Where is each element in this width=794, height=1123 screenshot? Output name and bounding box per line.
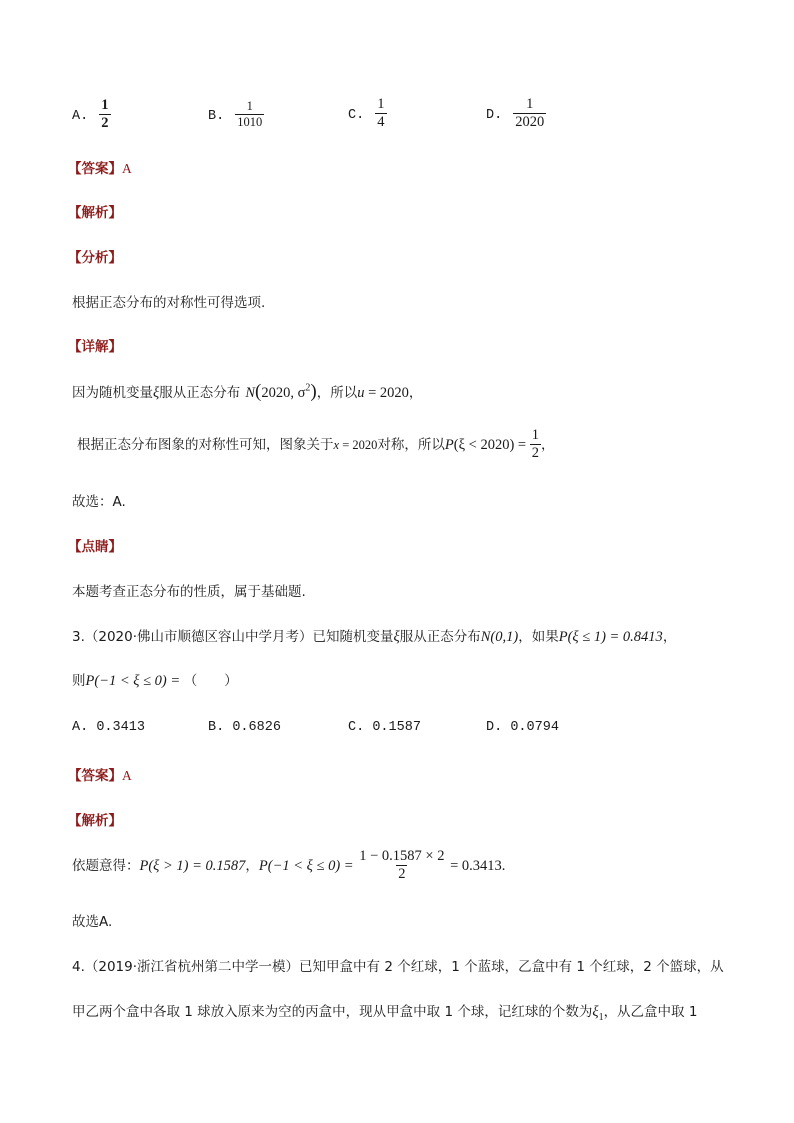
q2-detail-fraction: $\frac{1}{2}$ — [531, 427, 539, 462]
q2-conclusion: 故选：A. — [72, 494, 126, 510]
q2-option-b-fraction: $\frac{1}{1010}$ — [237, 99, 263, 130]
q2-dianjing-text: 本题考查正态分布的性质，属于基础题. — [72, 584, 306, 600]
q3-stem-line-1: 3.（2020·佛山市顺德区容山中学月考）已知随机变量ξ服从正态分布N(0,1)，如果P(ξ ≤ 1) = 0.8413， — [72, 629, 677, 645]
q2-dianjing-tag: 【点睛】 — [68, 539, 122, 555]
q4-stem-line-1: 4.（2019·浙江省杭州第二中学一模）已知甲盒中有 2 个红球，1 个蓝球，乙盒中有 1 个红球，2 个篮球，从 — [72, 959, 724, 975]
q3-solution: 依题意得：P(ξ > 1) = 0.1587，P(−1 < ξ ≤ 0) = $\frac{1 - 0.1587 \times 2}{2}$ = 0.3413. — [72, 848, 506, 883]
q3-option-a: A. 0.3413 — [72, 720, 145, 735]
q2-detail-line-2: 根据正态分布图象的对称性可知，图象关于x = 2020对称，所以P(ξ < 2020) = $\frac{1}{2}$ ， — [77, 427, 555, 462]
q2-option-d-fraction: $\frac{1}{2020}$ — [515, 96, 545, 131]
q2-answer: 【答案】A — [68, 161, 132, 177]
q2-option-b: B. $\frac{1}{1010}$ — [208, 99, 263, 130]
q4-stem-line-2: 甲乙两个盒中各取 1 球放入原来为空的丙盒中，现从甲盒中取 1 个球，记红球的个数为$\xi_1$，从乙盒中取 1 — [72, 1004, 698, 1024]
q3-conclusion: 故选A. — [72, 914, 113, 930]
q3-solution-fraction: $\frac{1 - 0.1587 \times 2}{2}$ — [359, 848, 445, 883]
q2-option-c-fraction: $\frac{1}{4}$ — [377, 96, 385, 131]
q2-option-a: A. $\frac{1}{2}$ — [72, 97, 109, 132]
q3-answer: 【答案】A — [68, 768, 132, 784]
q2-fenxi-text: 根据正态分布的对称性可得选项. — [72, 295, 266, 311]
q3-option-b: B. 0.6826 — [208, 720, 281, 735]
q2-fenxi-tag: 【分析】 — [68, 250, 122, 266]
q2-detail-line-1: 因为随机变量ξ服从正态分布 N(2020, $\sigma^2$)，所以u = 2020， — [72, 381, 423, 402]
q2-xiangjie-tag: 【详解】 — [68, 339, 122, 355]
q3-stem-line-2: 则P(−1 < ξ ≤ 0) = （ ） — [72, 673, 238, 689]
q2-option-c: C. $\frac{1}{4}$ — [348, 96, 385, 131]
q2-option-d: D. $\frac{1}{2020}$ — [486, 96, 545, 131]
q3-option-c: C. 0.1587 — [348, 720, 421, 735]
q2-option-a-fraction: $\frac{1}{2}$ — [101, 97, 109, 132]
q3-option-d: D. 0.0794 — [486, 720, 559, 735]
q2-analysis-tag: 【解析】 — [68, 205, 122, 221]
q3-analysis-tag: 【解析】 — [68, 813, 122, 829]
